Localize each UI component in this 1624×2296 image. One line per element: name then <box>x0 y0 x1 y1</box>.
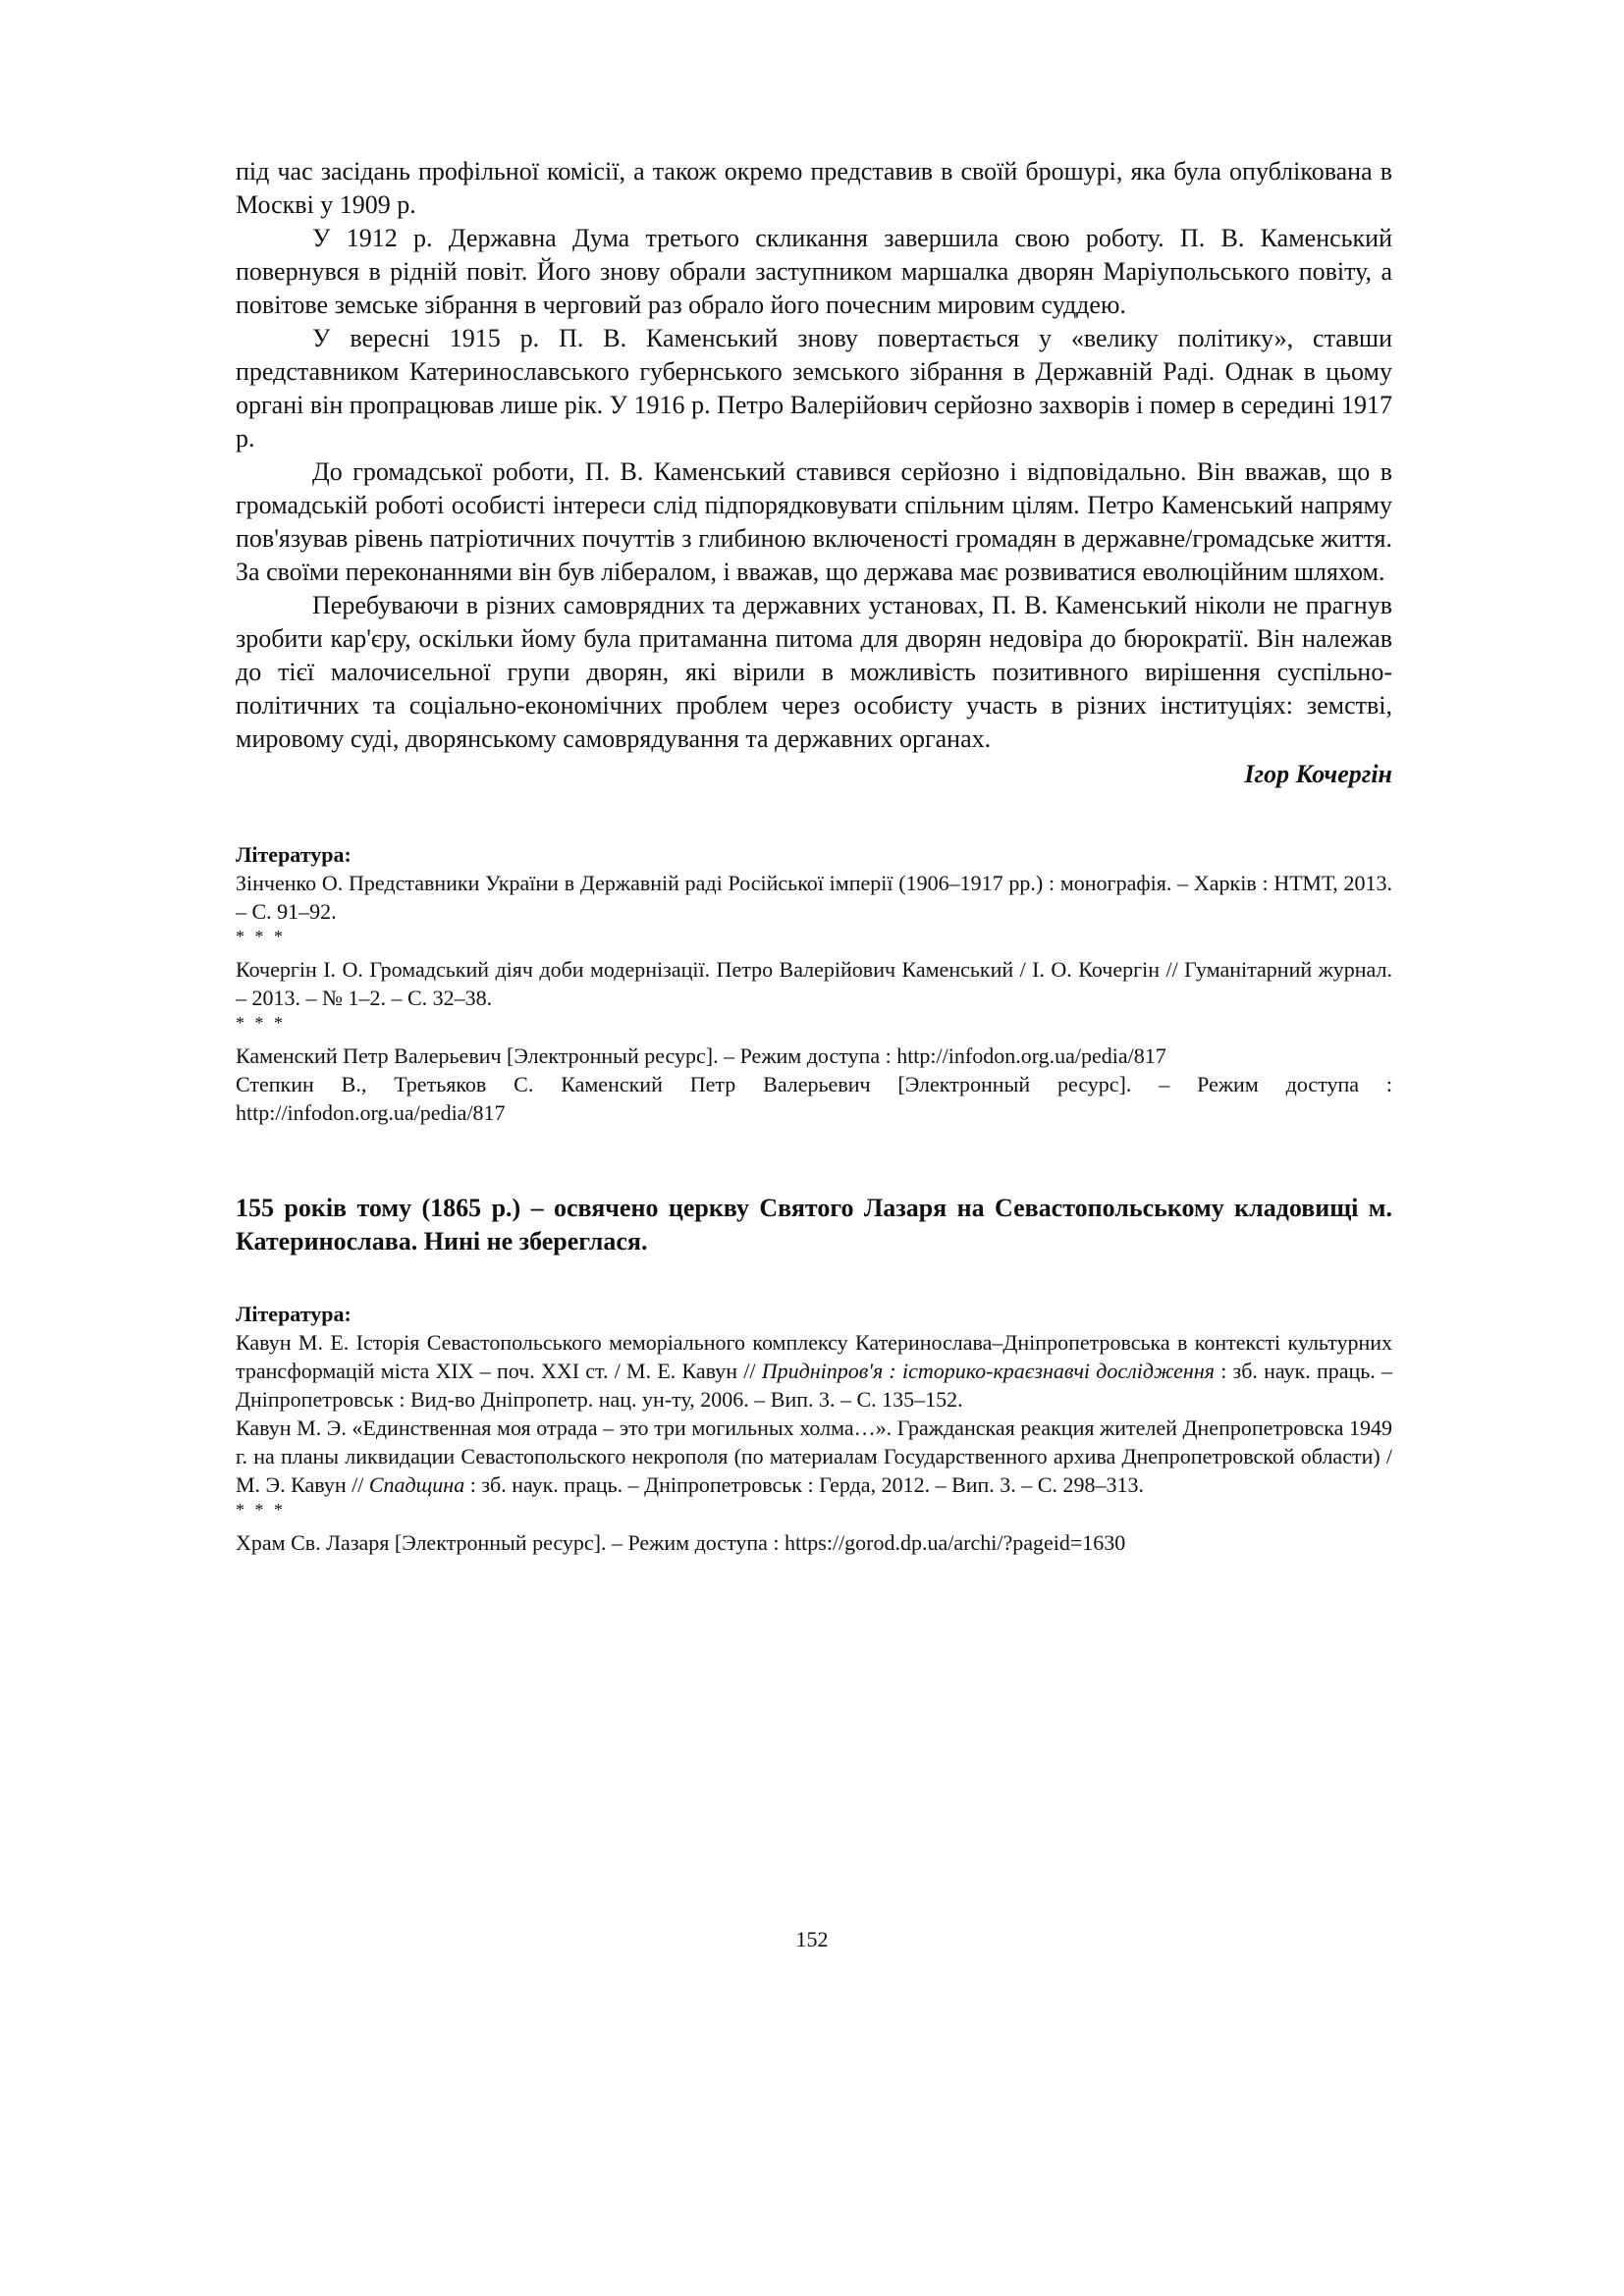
author-signature: Ігор Кочергін <box>1244 760 1392 788</box>
separator: * * * <box>236 1013 286 1033</box>
separator: * * * <box>236 1500 286 1520</box>
literature-item: Храм Св. Лазаря [Электронный ресурс]. – Режим доступа : https://gorod.dp.ua/archi/?pageid=1630 <box>236 1530 1126 1555</box>
literature-heading: Література: <box>236 842 352 867</box>
literature-heading: Література: <box>236 1302 352 1326</box>
citation-text: : зб. наук. праць. – Дніпропетровськ : Герда, 2012. – Вип. 3. – С. 298–313. <box>464 1472 1144 1497</box>
paragraph-institutions: Перебуваючи в різних самоврядних та державних установах, П. В. Каменський ніколи не прагнув зробити кар'єру, оскільки йому була притаманна питома для дворян недовіра до бюрократії. Він належав до тієї малочисельної групи дворян, які вірили в можливість позитивного вирішення суспільно-політичних та соціально-економічних проблем через особисту участь в різних інституціях: земстві, мировому суді, дворянському самоврядування та державних органах. <box>236 591 1392 753</box>
citation-text: Кавун М. Е. Історія Севастопольського меморіального комплексу Катеринослава–Дніпропетровська в контексті культурних трансформацій міста XIX – поч. XXI ст. / М. Е. Кавун // <box>236 1330 1392 1383</box>
citation-source-title: Спадщина <box>368 1472 465 1497</box>
literature-item: Зінченко О. Представники України в Державній раді Російської імперії (1906–1917 рр.) : монографія. – Харків : НТМТ, 2013. – С. 91–92. <box>236 871 1392 924</box>
literature-item <box>236 1414 1392 1499</box>
literature-section-2 <box>236 1300 1392 1557</box>
literature-item: Кочергін І. О. Громадський діяч доби модернізації. Петро Валерійович Каменський / І. О. Кочергін // Гуманітарний журнал. – 2013. – № 1–2. – С. 32–38. <box>236 957 1392 1010</box>
citation-text: : зб. наук. праць. – Дніпропетровськ : Вид-во Дніпропетр. нац. ун-ту, 2006. – Вип. 3. – С. 135–152. <box>236 1359 1393 1412</box>
citation-source-title: Придніпров'я : історико-краєзнавчі дослідження <box>761 1359 1215 1383</box>
paragraph-public-work: До громадської роботи, П. В. Каменський ставився серйозно і відповідально. Він вважав, що в громадській роботі особисті інтереси слід підпорядковувати спільним цілям. Петро Каменський напряму пов'язував рівень патріотичних почуттів з глибиною включеності громадян в державне/громадське життя. За своїми переконаннями він був лібералом, і вважав, що держава має розвиватися еволюційним шляхом. <box>236 457 1392 586</box>
separator: * * * <box>236 927 286 946</box>
paragraph-state-council-1915: У вересні 1915 р. П. В. Каменський знову повертається у «велику політику», ставши представником Катеринославського губернського земського зібрання в Державній Раді. Однак в цьому органі він пропрацював лише рік. У 1916 р. Петро Валерійович серйозно захворів і помер в середині 1917 р. <box>236 324 1392 453</box>
literature-item: Степкин В., Третьяков С. Каменский Петр Валерьевич [Электронный ресурс]. – Режим доступа : http://infodon.org.ua/pedia/817 <box>236 1072 1392 1125</box>
page-number: 152 <box>795 1927 829 1951</box>
paragraph-continuation: під час засідань профільної комісії, а також окремо представив в своїй брошурі, яка була опублікована в Москві у 1909 р. <box>236 157 1392 219</box>
page-content <box>236 155 1392 1557</box>
literature-item <box>236 1328 1392 1414</box>
literature-item: Каменский Петр Валерьевич [Электронный ресурс]. – Режим доступа : http://infodon.org.ua/pedia/817 <box>236 1043 1166 1068</box>
event-heading: 155 років тому (1865 р.) – освячено церкву Святого Лазаря на Севастопольському кладовищі м. Катеринослава. Нині не збереглася. <box>236 1194 1392 1255</box>
paragraph-duma-1912: У 1912 р. Державна Дума третього скликання завершила свою роботу. П. В. Каменський повернувся в рідній повіт. Його знову обрали заступником маршалка дворян Маріупольського повіту, а повітове земське зібрання в черговий раз обрало його почесним мировим суддею. <box>236 224 1392 319</box>
literature-section-1 <box>236 840 1392 1127</box>
citation-text: Кавун М. Э. «Единственная моя отрада – это три могильных холма…». Гражданская реакция жителей Днепропетровска 1949 г. на планы ликвидации Севастопольского некрополя (по материалам Государственного архива Днепропетровской области) / М. Э. Кавун // <box>236 1415 1392 1497</box>
